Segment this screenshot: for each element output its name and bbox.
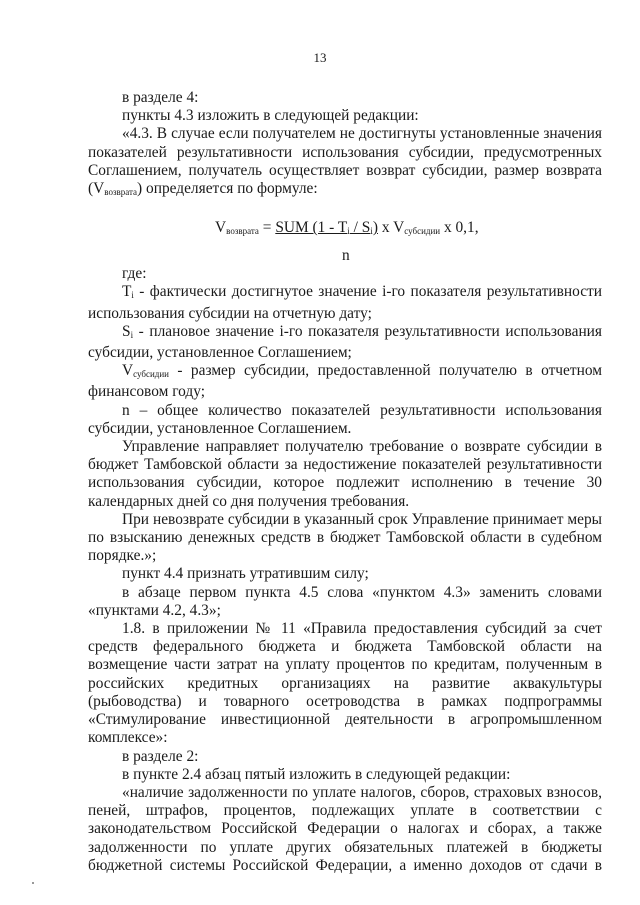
- paragraph-nevozvrat: При невозврате субсидии в указанный срок Управление принимает меры по взысканию денежных средств в бюджет Тамбовской области в судебном порядке.»;: [88, 510, 602, 565]
- page-number: 13: [313, 50, 327, 65]
- paragraph-points43: пункты 4.3 изложить в следующей редакции:: [122, 107, 419, 125]
- paragraph-section4: в разделе 4:: [122, 89, 199, 106]
- paragraph-18: 1.8. в приложении № 11 «Правила предоставления субсидий за счет средств федерального бюджета и бюджета Тамбовской области на возмещение части затрат на уплату процентов по кредитам, полученным в российских кредитных организациях на развитие аквакультуры (рыбоводства) и товарного осетроводства в рамках подпрограммы «Стимулирование инвестиционной деятельности в агропромышленном комплексе»:: [88, 620, 602, 747]
- paragraph-where: где:: [122, 265, 147, 283]
- formula: [88, 205, 602, 265]
- definition-n: n – общее количество показателей результативности использования субсидии, установленное Соглашением.: [88, 401, 602, 437]
- definition-s: $S_i$ - плановое значение i-го показателя результативности использования субсидии, установленное Соглашением;: [88, 322, 602, 362]
- paragraph-upravlenie: Управление направляет получателю требование о возврате субсидии в бюджет Тамбовской области за недостижение показателей результативности использования субсидии, которое подлежит исполнению в течение 30 календарных дней со дня получения требования.: [88, 438, 602, 510]
- definition-v: $V_{субсидии}$ - размер субсидии, предоставленной получателю в отчетном финансовом году;: [88, 362, 602, 401]
- paragraph-45: в абзаце первом пункта 4.5 слова «пунктом 4.3» заменить словами «пунктами 4.2, 4.3»;: [88, 583, 602, 619]
- paragraph-nalichie: «наличие задолженности по уплате налогов, сборов, страховых взносов, пеней, штрафов, процентов, подлежащих уплате в соответствии с законодательством Российской Федерации о налогах и сборах, а также задолженности по уплате других обязательных платежей в бюджеты бюджетной системы Российской Федерации, а именно доходов от сдачи в: [88, 783, 602, 874]
- formula-numerator-line: $V_{возврата}$ = SUM $(1 - T_i / S_i)$ x $V_{субсидии}$ x 0,1,: [215, 219, 479, 237]
- paragraph-24: в пункте 2.4 абзац пятый изложить в следующей редакции:: [122, 765, 511, 783]
- definition-t: $T_i$ - фактически достигнутое значение i-го показателя результативности использования субсидии на отчетную дату;: [88, 283, 602, 322]
- formula-sum: SUM $(1 - T_i / S_i)$: [275, 219, 378, 237]
- formula-denominator: n: [342, 247, 350, 265]
- paragraph-44: пункт 4.4 признать утратившим силу;: [122, 565, 369, 583]
- paragraph-section2: в разделе 2:: [122, 747, 199, 765]
- scan-dot: [32, 882, 34, 884]
- document-body: [88, 89, 602, 875]
- paragraph-43-text: «4.3. В случае если получателем не достигнуты установленные значения показателей результативности использования субсидии, предусмотренных Соглашением, получатель осуществляет возврат субсидии, размер возврата $(V_{возврата})$ определяется по формуле:: [88, 125, 602, 198]
